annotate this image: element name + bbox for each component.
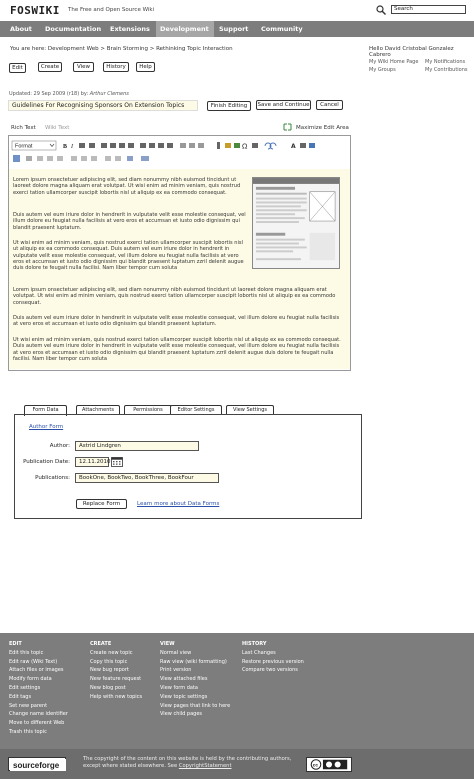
calendar-icon[interactable] (111, 456, 123, 467)
search-input[interactable]: Search (391, 5, 466, 14)
content-paragraph: Duis autem vel eum iriure dolor in hendrerit in vulputate velit esse molestie consequat, vel illum dolore eu feugiat nulla facilisis at vero eros et accumsan et iusto odio dignissim qui blandit praesent luptatum. (13, 315, 340, 328)
footer-heading: CREATE (90, 641, 112, 647)
embedded-image[interactable] (252, 177, 340, 269)
footer-col-history (242, 640, 304, 675)
footer-link[interactable]: Help with new topics (90, 693, 143, 700)
nav-documentation[interactable]: Documentation (45, 25, 102, 33)
maximize-icon[interactable] (283, 123, 292, 131)
updated-info (9, 91, 129, 97)
svg-text:A: A (291, 143, 296, 150)
sourceforge-logo[interactable] (8, 757, 66, 771)
tab-editor-settings[interactable]: Editor Settings (170, 405, 222, 415)
svg-text:I: I (71, 144, 73, 150)
view-button[interactable]: View (73, 62, 94, 72)
footer-link[interactable]: New bug report (90, 667, 129, 674)
footer-link[interactable]: View pages that link to here (160, 702, 231, 709)
publication-date-label: Publication Date: (23, 459, 70, 465)
publication-date-field[interactable]: 12.11.2010 (75, 457, 109, 467)
footer (0, 633, 474, 749)
link-my-wiki-home[interactable]: My Wiki Home Page (369, 59, 419, 65)
history-button[interactable]: History (103, 62, 129, 72)
copyright-statement-link[interactable]: CopyrightStatement (178, 763, 232, 769)
footer-link[interactable]: Restore previous version (242, 658, 304, 665)
footer-link[interactable]: New feature request (90, 676, 142, 683)
edit-button[interactable]: Edit (9, 63, 26, 73)
finish-editing-button[interactable]: Finish Editing (207, 101, 251, 111)
content-paragraph: Lorem ipsum onsectetuer adipiscing elit, sed diam nonummy nibh euismod tincidunt ut laoreet dolore magna aliquam erat volutpat. Ut wisi enim ad minim veniam, quis nostrud exerci tation ullamcorper suscipit lobortis nisl ut aliquip ex ea commodo consequat. (13, 177, 241, 196)
link-my-contributions[interactable]: My Contributions (425, 67, 468, 73)
user-greeting: Hello David Cristobal Gonzalez Cabrero (369, 46, 454, 58)
updated-author[interactable]: Arthur Clemens (89, 91, 129, 97)
topic-title-field[interactable]: Guidelines For Recognising Sponsors On Extension Topics (8, 100, 198, 111)
footer-link[interactable]: Change name identifier (9, 711, 68, 718)
main-nav (0, 21, 474, 37)
footer-heading: VIEW (160, 641, 175, 647)
footer-link[interactable]: Copy this topic (90, 658, 128, 665)
content-paragraph: Ut wisi enim ad minim veniam, quis nostrud exerci tation ullamcorper suscipit lobortis nisl ut aliquip ex ea commodo consequat. Duis autem vel eum iriure dolor in hendrerit in vulputate velit esse molestie consequat, vel illum dolore eu feugiat nulla facilisis at vero eros et accumsan et iusto odio dignissim qui blandit praesent luptatum zzril delenit augue duis dolore te feugait nulla facilisi. Nam liber tempor cum soluta (13, 240, 244, 272)
replace-form-button[interactable]: Replace Form (76, 499, 127, 509)
updated-text: Updated: 29 Sep 2009 (r18) by: (9, 91, 89, 97)
footer-link[interactable]: Edit settings (9, 684, 41, 691)
svg-text:cc: cc (312, 763, 319, 769)
footer-heading: EDIT (9, 641, 22, 647)
footer-link[interactable]: View attached files (160, 676, 208, 683)
breadcrumb: You are here: Development Web > Brain Storming > Rethinking Topic Interaction (10, 46, 233, 52)
footer-link[interactable]: View topic settings (160, 693, 208, 700)
footer-link[interactable]: Print version (160, 667, 192, 674)
nav-extensions[interactable]: Extensions (110, 25, 150, 33)
tab-form-data[interactable]: Form Data (24, 405, 67, 416)
nav-support[interactable]: Support (219, 25, 249, 33)
footer-link[interactable]: Raw view (wiki formatting) (160, 658, 227, 665)
footer-link[interactable]: Edit tags (9, 693, 32, 700)
footer-link[interactable]: Edit raw (Wiki Text) (9, 658, 58, 665)
breadcrumb-brain-storming[interactable]: Brain Storming (106, 46, 148, 52)
site-tagline: The Free and Open Source Wiki (68, 7, 155, 13)
footer-link[interactable]: New blog post (90, 684, 126, 691)
maximize-edit-area-link[interactable]: Maximize Edit Area (296, 125, 349, 131)
editor-toolbar-row-2 (9, 153, 349, 164)
footer-link[interactable]: Create new topic (90, 649, 133, 656)
footer-link[interactable]: Compare two versions (242, 667, 298, 674)
footer-link[interactable]: Trash this topic (9, 728, 47, 735)
learn-data-forms-link[interactable]: Learn more about Data Forms (137, 501, 220, 507)
copyright-statement: The copyright of the content on this website is held by the contributing authors, except where stated elsewhere. See (83, 756, 292, 769)
tab-view-settings[interactable]: View Settings (226, 405, 274, 415)
footer-col-view (160, 640, 230, 719)
footer-link[interactable]: View form data (160, 684, 198, 691)
footer-link[interactable]: Normal view (160, 649, 192, 656)
help-button[interactable]: Help (136, 62, 155, 72)
author-label: Author: (49, 443, 70, 449)
footer-col-create (90, 640, 142, 702)
footer-link[interactable]: Set new parent (9, 702, 48, 709)
tab-rich-text[interactable]: Rich Text (11, 125, 36, 131)
sourceforge-text: sourceforge (13, 761, 60, 770)
svg-text:B: B (63, 144, 68, 150)
link-my-groups[interactable]: My Groups (369, 67, 396, 73)
footer-col-edit (9, 640, 68, 737)
breadcrumb-development-web[interactable]: Development Web (47, 46, 99, 52)
footer-link[interactable]: View child pages (160, 711, 203, 718)
cancel-button[interactable]: Cancel (316, 100, 343, 110)
tab-attachments[interactable]: Attachments (76, 405, 120, 415)
content-paragraph: Ut wisi enim ad minim veniam, quis nostrud exerci tation ullamcorper suscipit lobortis nisl ut aliquip ex ea commodo consequat. Duis autem vel eum iriure dolor in hendrerit in vulputate velit esse molestie consequat, vel illum dolore eu feugiat nulla facilisis at vero eros et accumsan et iusto odio dignissim qui blandit praesent luptatum zzril delenit augue duis dolore te feugait nulla facilisi. Nam liber tempor cum soluta (13, 337, 341, 362)
nav-about[interactable]: About (10, 25, 32, 33)
creative-commons-badge[interactable] (306, 757, 352, 772)
copyright-text (83, 756, 293, 770)
footer-heading: HISTORY (242, 641, 267, 647)
author-field[interactable]: Astrid Lindgren (75, 441, 199, 451)
footer-link[interactable]: Modify form data (9, 676, 52, 683)
tab-wiki-text[interactable]: Wiki Text (45, 125, 70, 131)
breadcrumb-prefix: You are here: (10, 46, 47, 52)
content-paragraph: Lorem ipsum onsectetuer adipiscing elit, sed diam nonummy nibh euismod tincidunt ut laoreet dolore magna aliquam erat volutpat. Ut wisi enim ad minim veniam, quis nostrud exerci tation ullamcorper suscipit lobortis nisl ut aliquip ex ea commodo consequat. (13, 287, 336, 306)
sourceforge-logo-graphic (9, 758, 67, 772)
create-button[interactable]: Create (38, 62, 62, 72)
editor-toolbar-row-1 (9, 140, 349, 151)
search-icon[interactable] (376, 5, 386, 15)
nav-community[interactable]: Community (261, 25, 303, 33)
breadcrumb-current-topic[interactable]: Rethinking Topic Interaction (156, 46, 233, 52)
save-continue-button[interactable]: Save and Continue (257, 102, 310, 108)
svg-text:Ω: Ω (242, 142, 248, 151)
tab-permissions[interactable]: Permissions (124, 405, 172, 415)
publications-label: Publications: (35, 475, 70, 481)
publications-field[interactable]: BookOne, BookTwo, BookThree, BookFour (75, 473, 219, 483)
content-paragraph: Duis autem vel eum iriure dolor in hendrerit in vulputate velit esse molestie consequat, vel illum dolore eu feugiat nulla facilisis at vero eros et accumsan et iusto odio dignissim qui blandit praesent luptatum. (13, 212, 246, 231)
author-form-link[interactable]: Author Form (29, 424, 64, 430)
footer-link[interactable]: Edit this topic (9, 649, 44, 656)
site-logo[interactable]: FOSWIKI (10, 4, 60, 17)
footer-link[interactable]: Move to different Web (9, 720, 65, 727)
nav-development[interactable]: Development (156, 21, 214, 37)
format-select-label: Format (15, 143, 33, 150)
footer-link[interactable]: Last Changes (242, 649, 276, 656)
footer-link[interactable]: Attach files or images (9, 667, 64, 674)
link-my-notifications[interactable]: My Notifications (425, 59, 466, 65)
